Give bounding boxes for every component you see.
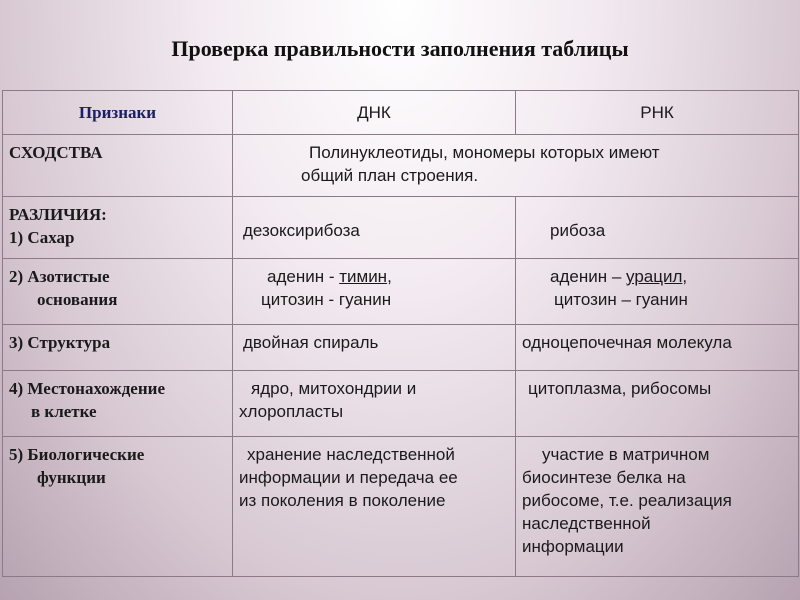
dna-bases (233, 259, 516, 325)
rna-base-pair-a: аденин – (550, 267, 627, 286)
functions-label-line1: 5) Биологические (9, 445, 145, 464)
rna-functions (516, 437, 799, 577)
functions-label-line2: функции (37, 468, 106, 487)
dna-base-pair-a: аденин - (267, 267, 340, 286)
bases-label-line1: 2) Азотистые (9, 267, 110, 286)
table-row (3, 437, 799, 577)
row-label-functions (3, 437, 233, 577)
dna-location-line1: ядро, митохондрии и (251, 379, 417, 398)
differences-label: РАЗЛИЧИЯ: (9, 205, 107, 224)
dna-sugar: дезоксирибоза (233, 197, 516, 259)
table-row (3, 135, 799, 197)
dna-functions-line1: хранение наследственной (247, 445, 455, 464)
dna-functions (233, 437, 516, 577)
dna-location-line2: хлоропласты (239, 402, 344, 421)
dna-bases-line2: цитозин - гуанин (261, 290, 392, 309)
row-label-location (3, 371, 233, 437)
table-row (3, 371, 799, 437)
table-header-row (3, 91, 799, 135)
rna-functions-line1: участие в матричном (542, 445, 710, 464)
row-label-bases (3, 259, 233, 325)
header-dna: ДНК (233, 91, 516, 135)
location-label-line2: в клетке (31, 402, 97, 421)
rna-bases-line1 (522, 265, 792, 288)
dna-thymine: тимин (339, 267, 388, 286)
rna-comma: , (682, 267, 688, 286)
similarities-merged-cell (233, 135, 799, 197)
page-title: Проверка правильности заполнения таблицы (171, 36, 629, 61)
rna-structure: одноцепочечная молекула (516, 325, 799, 371)
rna-functions-line3: рибосоме, т.е. реализация (522, 491, 732, 510)
table-row (3, 259, 799, 325)
location-label-line1: 4) Местонахождение (9, 379, 165, 398)
rna-bases (516, 259, 799, 325)
rna-functions-line2: биосинтезе белка на (522, 468, 686, 487)
header-features: Признаки (3, 91, 233, 135)
rna-location: цитоплазма, рибосомы (516, 371, 799, 437)
rna-bases-line2: цитозин – гуанин (554, 290, 688, 309)
comparison-table (2, 90, 799, 577)
similarities-text-line2: общий план строения. (301, 166, 479, 185)
table-row (3, 325, 799, 371)
bases-label-line2: основания (37, 290, 118, 309)
row-label-similarities: СХОДСТВА (3, 135, 233, 197)
dna-functions-line3: из поколения в поколение (239, 491, 446, 510)
rna-uracil: урацил (626, 267, 683, 286)
dna-functions-line2: информации и передача ее (239, 468, 458, 487)
header-rna: РНК (516, 91, 799, 135)
dna-comma: , (387, 267, 392, 286)
rna-functions-line4: наследственной (522, 514, 651, 533)
row-label-sugar (3, 197, 233, 259)
row-label-structure: 3) Структура (3, 325, 233, 371)
dna-bases-line1 (239, 265, 509, 288)
rna-sugar: рибоза (516, 197, 799, 259)
rna-functions-line5: информации (522, 537, 624, 556)
dna-location (233, 371, 516, 437)
dna-structure: двойная спираль (233, 325, 516, 371)
similarities-text-line1: Полинуклеотиды, мономеры которых имеют (309, 143, 660, 162)
sugar-label: 1) Сахар (9, 228, 75, 247)
table-row (3, 197, 799, 259)
